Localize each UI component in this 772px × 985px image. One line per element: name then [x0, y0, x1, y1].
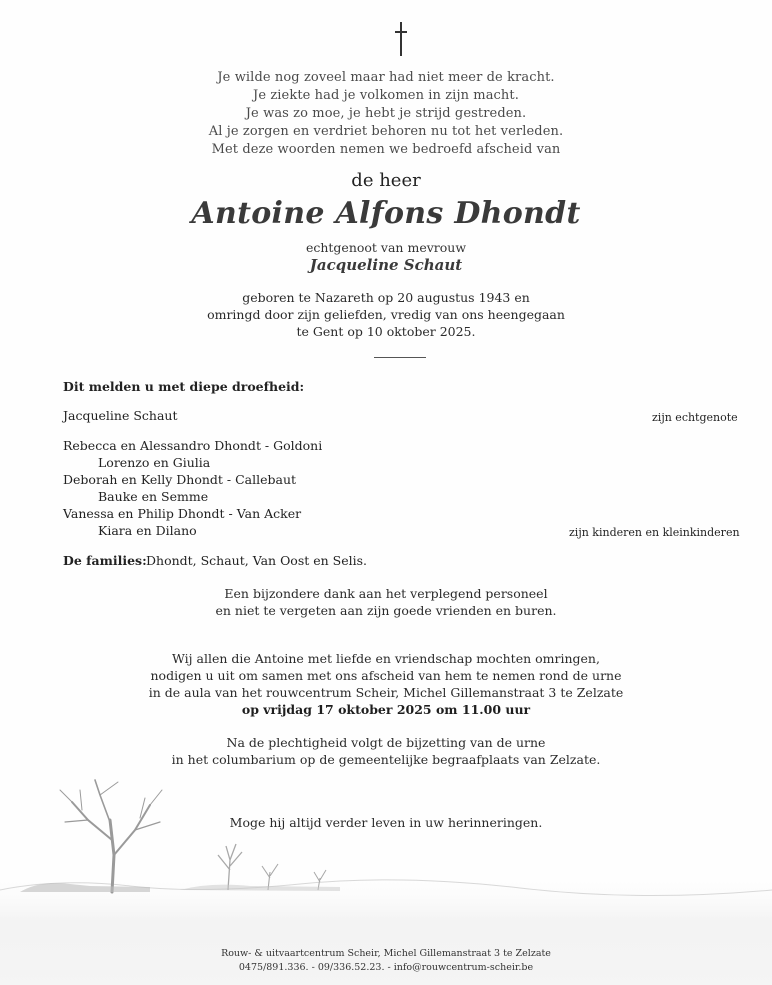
- invitation-line: Wij allen die Antoine met liefde en vriendschap mochten omringen,: [172, 651, 600, 666]
- thanks-line: en niet te vergeten aan zijn goede vrienden en buren.: [215, 603, 557, 618]
- poem-line: Je wilde nog zoveel maar had niet meer de kracht.: [217, 70, 555, 85]
- families-label: De families:: [63, 553, 147, 568]
- announce-heading: Dit melden u met diepe droefheid:: [63, 379, 305, 394]
- family-line: Deborah en Kelly Dhondt - Callebaut: [63, 472, 297, 487]
- spouse-line: Jacqueline Schaut: [63, 408, 178, 423]
- thanks-line: Een bijzondere dank aan het verplegend personeel: [224, 586, 548, 601]
- family-line: Vanessa en Philip Dhondt - Van Acker: [63, 506, 302, 521]
- birth-death-line: te Gent op 10 oktober 2025.: [296, 324, 476, 339]
- family-line: Kiara en Dilano: [98, 523, 197, 538]
- invitation-line: in de aula van het rouwcentrum Scheir, Michel Gillemanstraat 3 te Zelzate: [148, 685, 624, 700]
- salutation: de heer: [351, 170, 421, 191]
- burial-line: in het columbarium op de gemeentelijke begraafplaats van Zelzate.: [171, 752, 601, 767]
- family-line: Bauke en Semme: [98, 489, 209, 504]
- divider: [374, 357, 426, 358]
- spouse-intro: echtgenoot van mevrouw: [305, 240, 467, 255]
- family-line: Rebecca en Alessandro Dhondt - Goldoni: [63, 438, 323, 453]
- cross-icon: [392, 22, 410, 56]
- poem-line: Je was zo moe, je hebt je strijd gestreden.: [245, 106, 527, 121]
- spouse-name: Jacqueline Schaut: [309, 256, 463, 274]
- closing-line: Moge hij altijd verder leven in uw herinneringen.: [229, 815, 543, 830]
- invitation-line: nodigen u uit om samen met ons afscheid van hem te nemen rond de urne: [150, 668, 622, 683]
- birth-death-line: omringd door zijn geliefden, vredig van ons heengegaan: [207, 307, 565, 322]
- families-value: Dhondt, Schaut, Van Oost en Selis.: [146, 553, 368, 568]
- deceased-name: Antoine Alfons Dhondt: [191, 196, 581, 231]
- burial-line: Na de plechtigheid volgt de bijzetting van de urne: [226, 735, 546, 750]
- footer-contact: 0475/891.336. - 09/336.52.23. - info@rouwcentrum-scheir.be: [238, 962, 534, 973]
- poem-line: Je ziekte had je volkomen in zijn macht.: [253, 88, 519, 103]
- date-time: op vrijdag 17 oktober 2025 om 11.00 uur: [241, 702, 531, 717]
- footer-address: Rouw- & uitvaartcentrum Scheir, Michel Gillemanstraat 3 te Zelzate: [221, 948, 551, 959]
- family-line: Lorenzo en Giulia: [98, 455, 211, 470]
- children-role: zijn kinderen en kleinkinderen: [569, 526, 740, 539]
- spouse-role: zijn echtgenote: [652, 411, 738, 424]
- poem-line: Al je zorgen en verdriet behoren nu tot het verleden.: [208, 124, 564, 139]
- birth-death-line: geboren te Nazareth op 20 augustus 1943 en: [242, 290, 530, 305]
- poem-line: Met deze woorden nemen we bedroefd afscheid van: [211, 142, 561, 157]
